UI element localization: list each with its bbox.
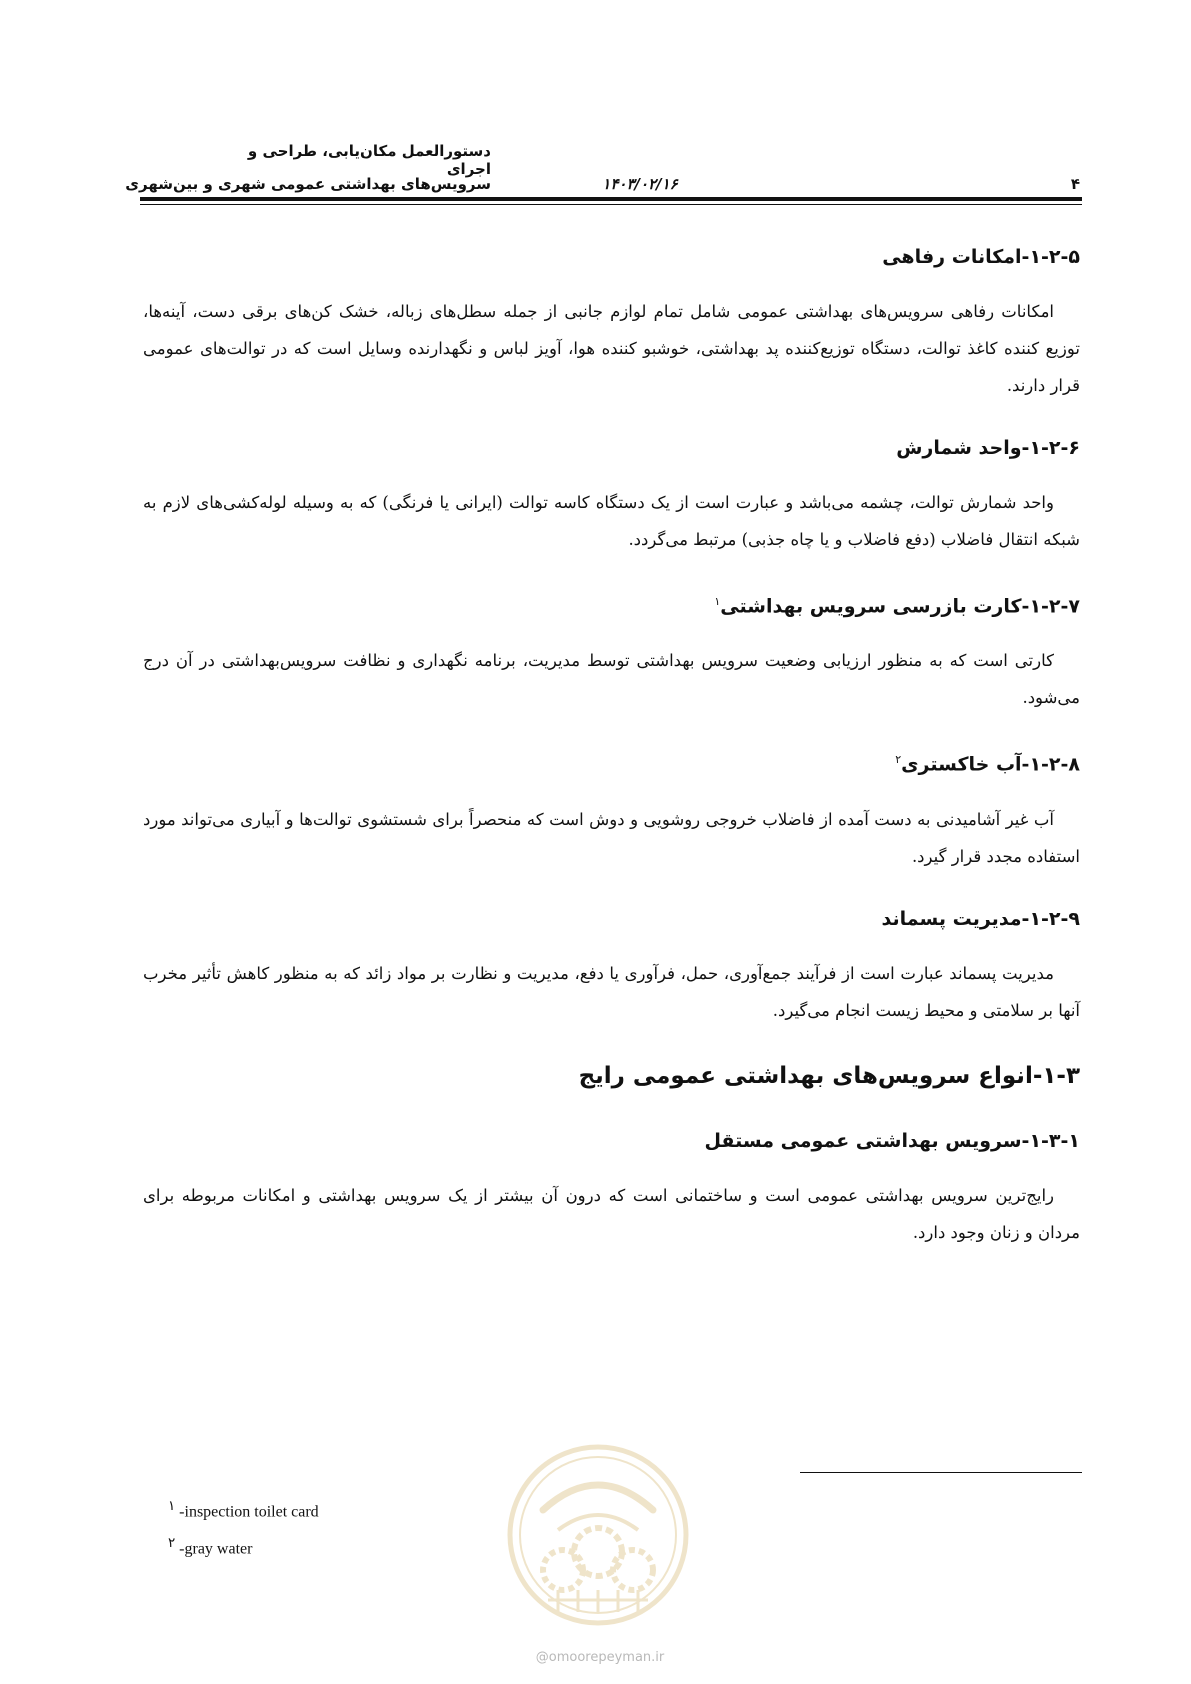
header-rule-thin	[140, 204, 1082, 205]
section-text-counting-unit: واحد شمارش توالت، چشمه می‌باشد و عبارت است از یک دستگاه کاسه توالت (ایرانی یا فرنگی) که به وسیله لوله‌کشی‌های لازم به شبکه انتقال فاضلاب (دفع فاضلاب و یا چاه جذبی) مرتبط می‌گردد.	[143, 493, 1080, 549]
section-heading-standalone-toilet: ۱-۳-۱-سرویس بهداشتی عمومی مستقل	[704, 1129, 1080, 1152]
footnote-1	[168, 1498, 319, 1521]
major-heading-toilet-types: ۱-۳-انواع سرویس‌های بهداشتی عمومی رایج	[578, 1062, 1080, 1089]
section-text-amenities: امکانات رفاهی سرویس‌های بهداشتی عمومی شامل تمام لوازم جانبی از جمله سطل‌های زباله، خشک کن‌های برقی دست، آینه‌ها، توزیع کننده کاغذ توالت، دستگاه توزیع‌کننده پد بهداشتی، خوشبو کننده هوا، آویز لباس و نگهدارنده وسایل است که در توالت‌های عمومی قرار دارند.	[143, 302, 1080, 395]
footnote-1-text: -inspection toilet card	[175, 1503, 319, 1521]
footnote-2-text: -gray water	[175, 1540, 253, 1558]
header-date: ۱۴۰۳/۰۲/۱۶	[602, 175, 678, 193]
watermark-logo-icon	[503, 1440, 693, 1630]
header-title-line1: دستورالعمل مکان‌یابی، طراحی و اجرای	[247, 142, 491, 178]
footnote-1-mark: ۱	[168, 1498, 176, 1513]
section-heading-counting-unit: ۱-۲-۶-واحد شمارش	[896, 437, 1080, 459]
page-number: ۴	[1070, 175, 1080, 193]
watermark-caption: @omoorepeyman.ir	[535, 1650, 665, 1665]
section-text-inspection-card: کارتی است که به منظور ارزیابی وضعیت سرویس بهداشتی توسط مدیریت، برنامه نگهداری و نظافت سرویس‌بهداشتی در آن درج می‌شود.	[143, 651, 1080, 708]
header-rule-thick	[140, 197, 1082, 201]
section-text-gray-water: آب غیر آشامیدنی به دست آمده از فاضلاب خروجی روشویی و دوش است که منحصراً برای شستشوی توالت‌ها و آبیاری می‌تواند مورد استفاده مجدد قرار گیرد.	[143, 809, 1080, 866]
section-heading-inspection-card: ۱-۲-۷-کارت بازرسی سرویس بهداشتی$^۱$	[714, 595, 1080, 618]
footnote-separator	[800, 1472, 1082, 1473]
section-text-waste-management: مدیریت پسماند عبارت است از فرآیند جمع‌آوری، حمل، فرآوری یا دفع، مدیریت و نظارت بر مواد زائد که به منظور کاهش تأثیر مخرب آنها بر سلامتی و محیط زیست انجام می‌گیرد.	[143, 963, 1080, 1020]
header-title-line2: سرویس‌های بهداشتی عمومی شهری و بین‌شهری	[125, 175, 491, 193]
footnote-2-mark: ۲	[168, 1535, 176, 1550]
section-heading-amenities: ۱-۲-۵-امکانات رفاهی	[882, 246, 1080, 268]
section-heading-gray-water: ۱-۲-۸-آب خاکستری$^۲$	[895, 753, 1080, 776]
document-body	[143, 243, 1080, 1281]
section-text-standalone-toilet: رایج‌ترین سرویس بهداشتی عمومی است و ساختمانی است که درون آن بیشتر از یک سرویس بهداشتی و امکانات مربوطه برای مردان و زنان وجود دارد.	[143, 1185, 1080, 1242]
footnote-2	[168, 1535, 252, 1558]
footnote-ref-1: ۱	[714, 595, 721, 608]
section-heading-waste-management: ۱-۲-۹-مدیریت پسماند	[881, 907, 1080, 930]
footnote-ref-2: ۲	[895, 753, 902, 767]
